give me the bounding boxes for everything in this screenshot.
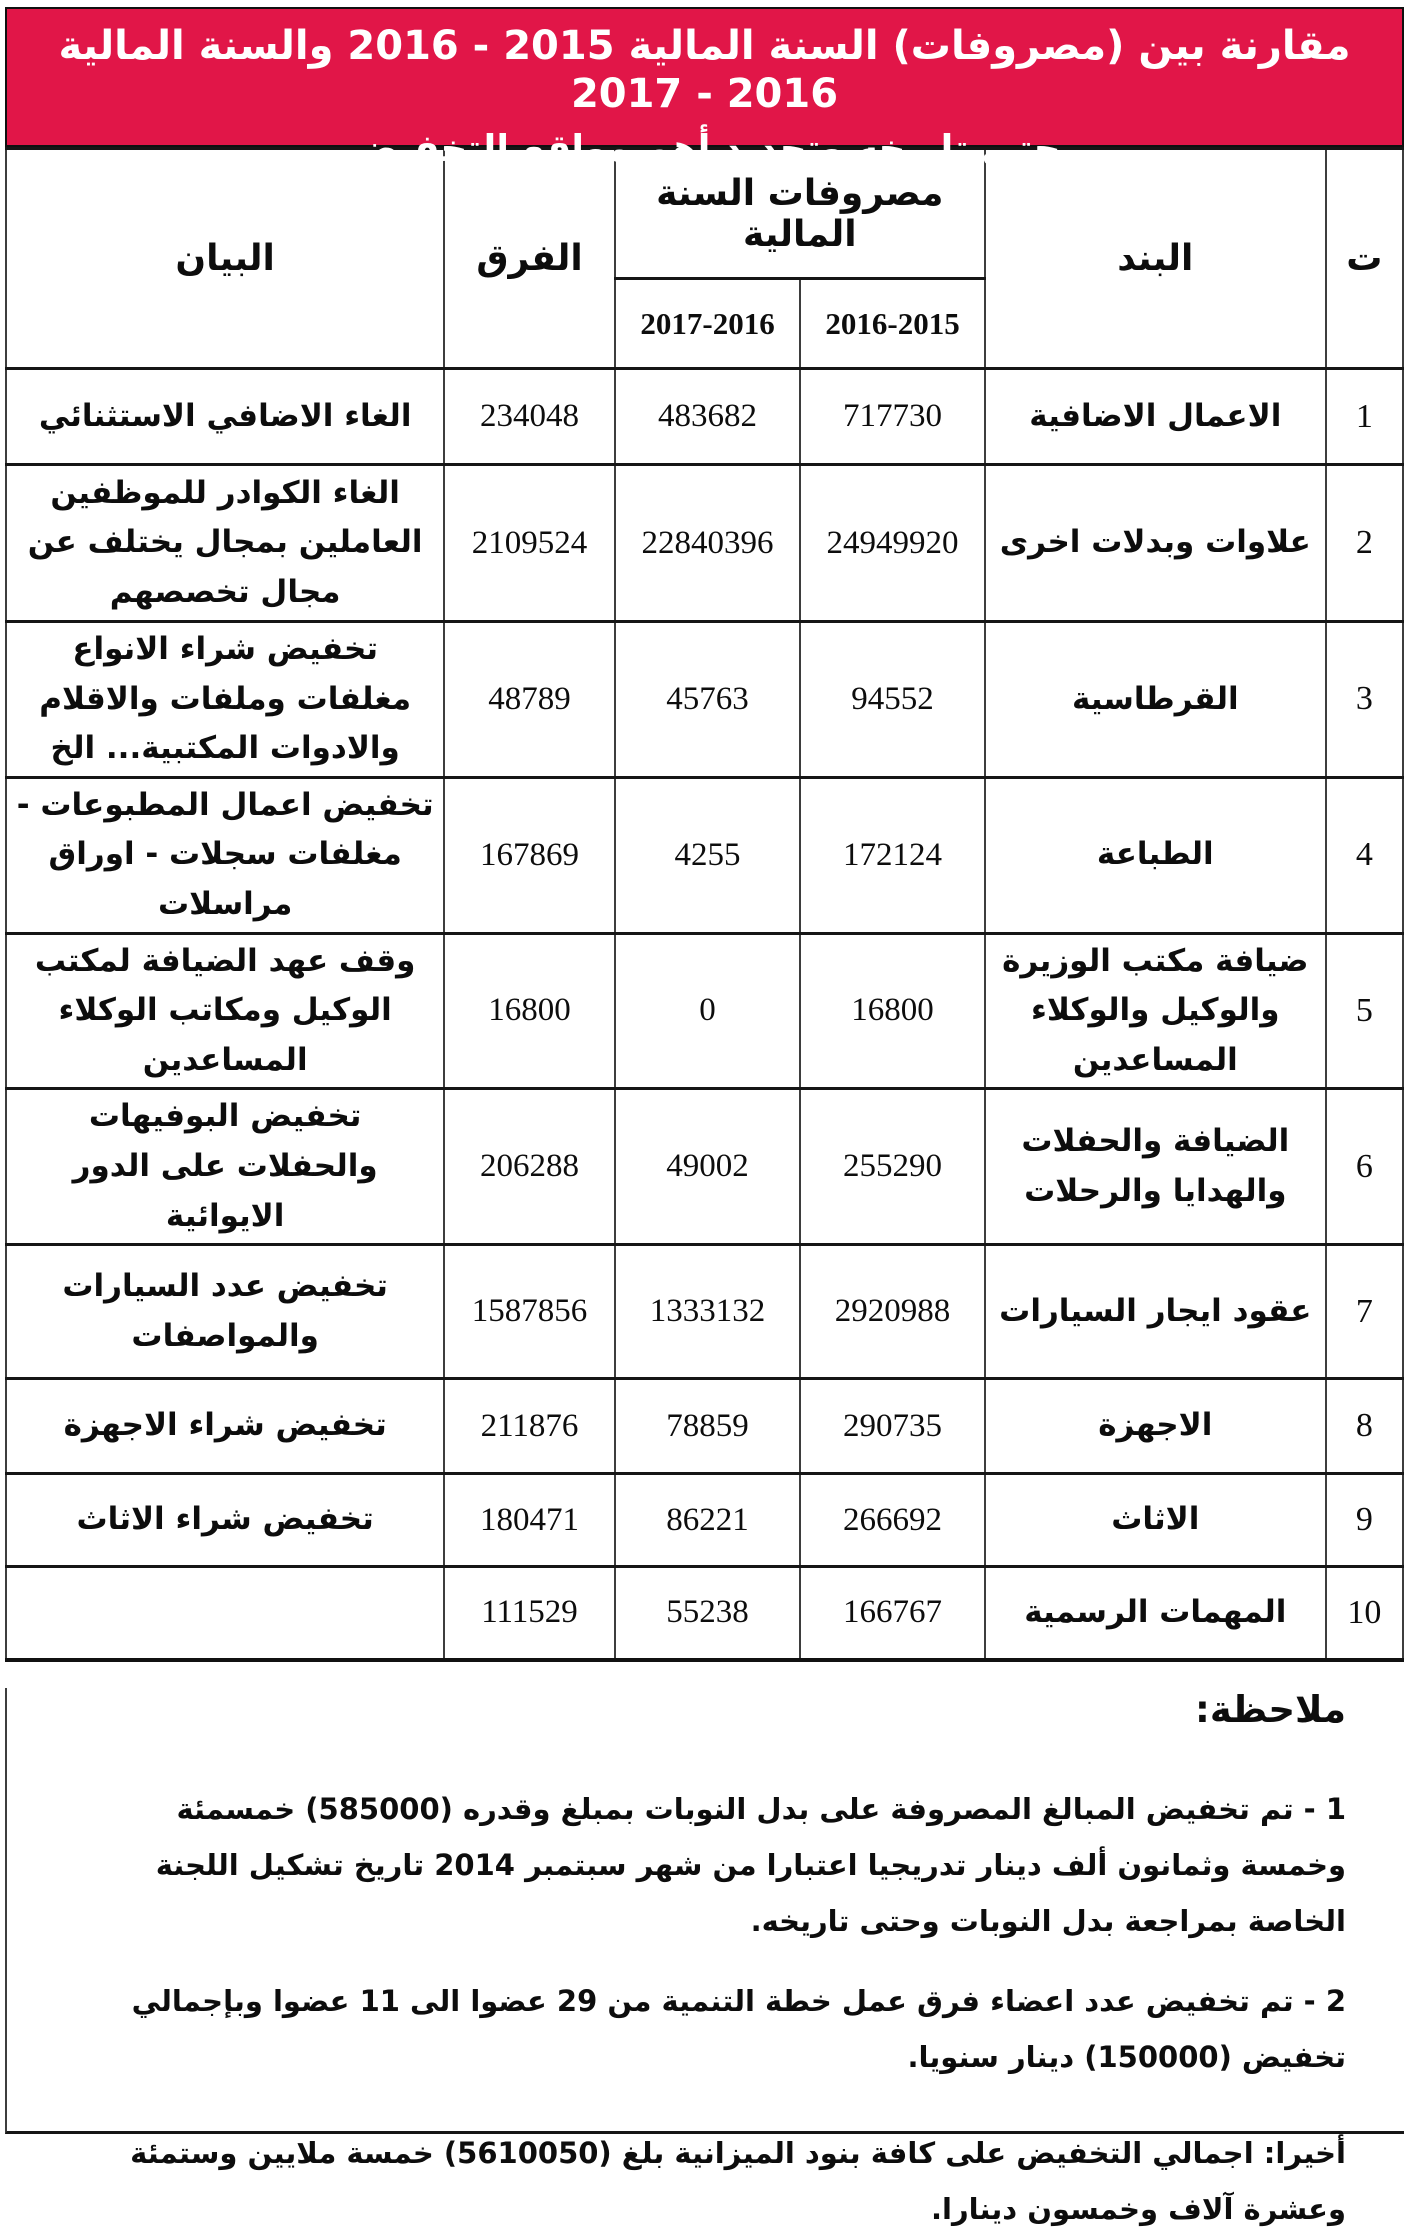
row-expense-2015-2016: 166767 (800, 1567, 985, 1660)
row-difference: 206288 (444, 1089, 614, 1245)
table-row (6, 1567, 1403, 1660)
title-banner (5, 7, 1404, 170)
row-serial: 6 (1326, 1089, 1403, 1245)
row-serial: 9 (1326, 1474, 1403, 1567)
row-expense-2016-2017: 22840396 (615, 465, 801, 622)
row-item: الاجهزة (985, 1379, 1326, 1474)
row-expense-2015-2016: 24949920 (800, 465, 985, 622)
row-expense-2016-2017: 0 (615, 933, 801, 1089)
row-expense-2016-2017: 483682 (615, 369, 801, 465)
row-statement: الغاء الاضافي الاستثنائي (6, 369, 444, 465)
row-difference: 234048 (444, 369, 614, 465)
row-item: الاعمال الاضافية (985, 369, 1326, 465)
row-difference: 1587856 (444, 1245, 614, 1379)
note-item-1: 1 - تم تخفيض المبالغ المصروفة على بدل النوبات بمبلغ وقدره (585000) خمسمئة وخمسة وثمانون ألف دينار تدريجيا اعتبارا من شهر سبتمبر 2014 تاريخ تشكيل اللجنة الخاصة بمراجعة بدل النوبات وحتى تاريخه. (155, 1791, 1346, 1938)
row-expense-2015-2016: 266692 (800, 1474, 985, 1567)
document-title-line2: حتى تاريخه وتحديد أهم مواقع التخفيض (348, 127, 1061, 170)
row-difference: 167869 (444, 777, 614, 933)
row-expense-2015-2016: 16800 (800, 933, 985, 1089)
row-item: الضيافة والحفلات والهدايا والرحلات (985, 1089, 1326, 1245)
row-expense-2015-2016: 290735 (800, 1379, 985, 1474)
header-fiscal-year-expenses-group: مصروفات السنة المالية (615, 149, 985, 279)
document-title-line1: مقارنة بين (مصروفات) السنة المالية 2015 - 2016 والسنة المالية 2016 - 2017 (58, 23, 1351, 117)
row-expense-2015-2016: 2920988 (800, 1245, 985, 1379)
table-row (6, 622, 1403, 778)
header-year-2015-2016: 2016-2015 (800, 279, 985, 369)
table-row (6, 777, 1403, 933)
table-row (6, 1379, 1403, 1474)
row-item: المهمات الرسمية (985, 1567, 1326, 1660)
row-expense-2016-2017: 55238 (615, 1567, 801, 1660)
row-serial: 3 (1326, 622, 1403, 778)
row-statement: تخفيض شراء الانواع مغلفات وملفات والاقلام والادوات المكتبية... الخ (6, 622, 444, 778)
note-final-total: أخيرا: اجمالي التخفيض على كافة بنود الميزانية بلغ (5610050) خمسة ملايين وستمئة وعشرة آلاف وخمسون دينارا. (130, 2135, 1346, 2226)
row-expense-2016-2017: 86221 (615, 1474, 801, 1567)
row-difference: 16800 (444, 933, 614, 1089)
row-serial: 4 (1326, 777, 1403, 933)
row-serial: 2 (1326, 465, 1403, 622)
table-head (6, 149, 1403, 369)
table-row (6, 1089, 1403, 1245)
expenses-comparison-table (5, 147, 1404, 1662)
row-serial: 5 (1326, 933, 1403, 1089)
row-statement: الغاء الكوادر للموظفين العاملين بمجال يختلف عن مجال تخصصهم (6, 465, 444, 622)
row-item: ضيافة مكتب الوزيرة والوكيل والوكلاء المساعدين (985, 933, 1326, 1089)
row-difference: 211876 (444, 1379, 614, 1474)
document-page (0, 7, 1402, 2226)
row-statement: وقف عهد الضيافة لمكتب الوكيل ومكاتب الوكلاء المساعدين (6, 933, 444, 1089)
row-statement (6, 1567, 444, 1660)
table-row (6, 1245, 1403, 1379)
header-serial: ت (1326, 149, 1403, 369)
header-difference: الفرق (444, 149, 614, 369)
row-expense-2016-2017: 4255 (615, 777, 801, 933)
row-item: الاثاث (985, 1474, 1326, 1567)
row-statement: تخفيض البوفيهات والحفلات على الدور الايوائية (6, 1089, 444, 1245)
row-expense-2016-2017: 49002 (615, 1089, 801, 1245)
header-item: البند (985, 149, 1326, 369)
row-serial: 8 (1326, 1379, 1403, 1474)
row-serial: 7 (1326, 1245, 1403, 1379)
row-item: الطباعة (985, 777, 1326, 933)
row-difference: 48789 (444, 622, 614, 778)
row-expense-2016-2017: 1333132 (615, 1245, 801, 1379)
note-item-2: 2 - تم تخفيض عدد اعضاء فرق عمل خطة التنمية من 29 عضوا الى 11 عضوا وبإجمالي تخفيض (150000) دينار سنويا. (131, 1983, 1346, 2074)
table-row (6, 933, 1403, 1089)
row-statement: تخفيض اعمال المطبوعات - مغلفات سجلات - اوراق مراسلات (6, 777, 444, 933)
row-serial: 10 (1326, 1567, 1403, 1660)
row-difference: 180471 (444, 1474, 614, 1567)
header-year-2016-2017: 2017-2016 (615, 279, 801, 369)
row-expense-2016-2017: 45763 (615, 622, 801, 778)
table-body (6, 369, 1403, 1660)
row-expense-2015-2016: 717730 (800, 369, 985, 465)
table-row (6, 1474, 1403, 1567)
row-statement: تخفيض عدد السيارات والمواصفات (6, 1245, 444, 1379)
notes-heading: ملاحظة: (1195, 1687, 1346, 1731)
row-difference: 111529 (444, 1567, 614, 1660)
row-statement: تخفيض شراء الاجهزة (6, 1379, 444, 1474)
row-expense-2015-2016: 94552 (800, 622, 985, 778)
row-difference: 2109524 (444, 465, 614, 622)
row-statement: تخفيض شراء الاثاث (6, 1474, 444, 1567)
table-row (6, 369, 1403, 465)
row-item: عقود ايجار السيارات (985, 1245, 1326, 1379)
row-item: القرطاسية (985, 622, 1326, 778)
table-row (6, 465, 1403, 622)
row-serial: 1 (1326, 369, 1403, 465)
row-expense-2015-2016: 172124 (800, 777, 985, 933)
row-item: علاوات وبدلات اخرى (985, 465, 1326, 622)
row-expense-2015-2016: 255290 (800, 1089, 985, 1245)
notes-section (5, 1687, 1404, 2226)
row-expense-2016-2017: 78859 (615, 1379, 801, 1474)
header-statement: البيان (6, 149, 444, 369)
